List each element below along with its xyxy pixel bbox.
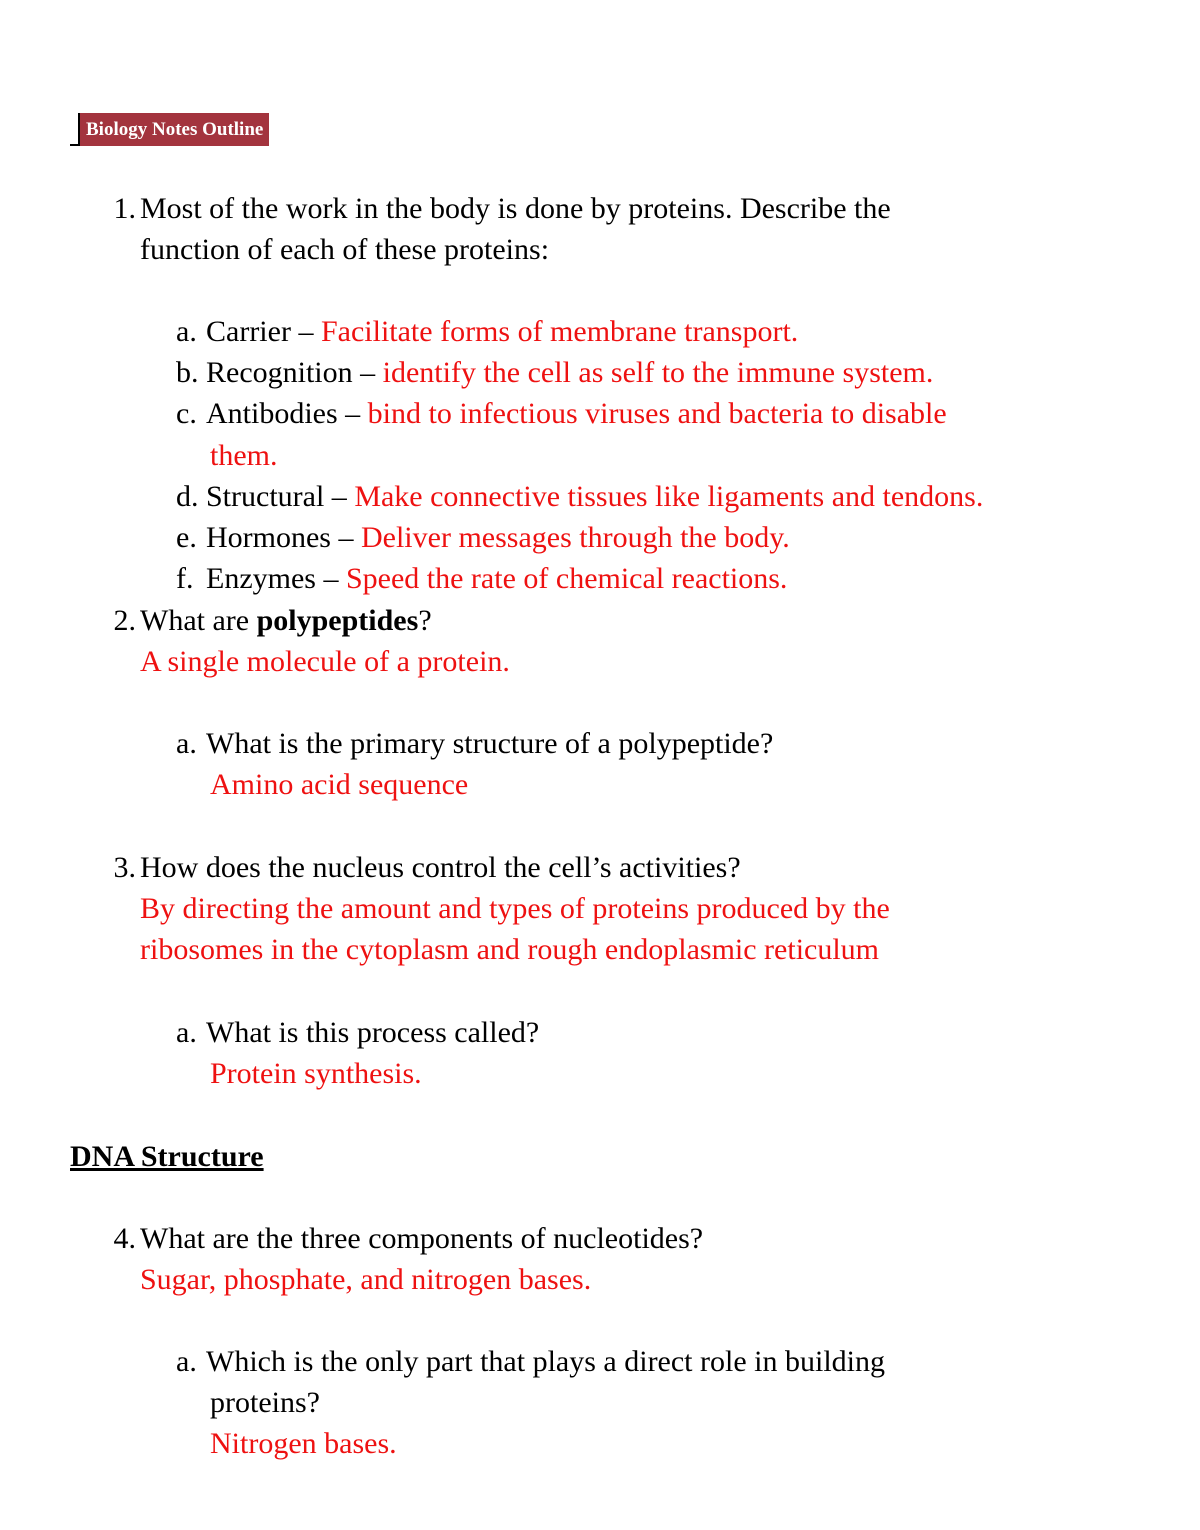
question-1 <box>100 188 891 229</box>
item-term: Carrier – <box>206 315 321 348</box>
q1-item-e <box>176 517 790 558</box>
item-term: Hormones – <box>206 521 361 554</box>
question-3 <box>100 847 741 888</box>
question-number: 1. <box>113 192 136 225</box>
q4-sub-a-answer: Nitrogen bases. <box>210 1427 397 1460</box>
item-answer: Deliver messages through the body. <box>360 521 790 554</box>
item-label: e. <box>176 521 197 554</box>
question-keyword: polypeptides <box>256 604 419 637</box>
sub-question: What is this process called? <box>206 1016 540 1049</box>
q4-sub-a-cont: proteins? <box>210 1386 320 1419</box>
question-2-answer: A single molecule of a protein. <box>140 645 510 678</box>
question-3-answer-cont: ribosomes in the cytoplasm and rough endoplasmic reticulum <box>140 933 880 966</box>
question-text: What are the three components of nucleotides? <box>140 1222 704 1255</box>
q1-item-c <box>176 393 947 434</box>
item-label: d. <box>176 480 199 513</box>
header-title: Biology Notes Outline <box>78 113 269 146</box>
item-term: Recognition – <box>206 356 383 389</box>
item-label: a. <box>176 315 197 348</box>
section-title: DNA Structure <box>70 1140 264 1173</box>
item-label: a. <box>176 1345 197 1378</box>
q3-sub-a <box>176 1012 539 1053</box>
item-answer: Speed the rate of chemical reactions. <box>345 562 788 595</box>
question-text-end: ? <box>418 604 432 637</box>
question-3-answer: By directing the amount and types of proteins produced by the <box>140 892 890 925</box>
q4-sub-a <box>176 1341 885 1382</box>
item-label: b. <box>176 356 199 389</box>
question-number: 4. <box>113 1222 136 1255</box>
question-text: Most of the work in the body is done by proteins. Describe the <box>140 192 891 225</box>
sub-question: What is the primary structure of a polypeptide? <box>206 727 774 760</box>
question-number: 2. <box>113 604 136 637</box>
item-label: a. <box>176 727 197 760</box>
question-number: 3. <box>113 851 136 884</box>
question-text: What are <box>140 604 257 637</box>
item-answer: Facilitate forms of membrane transport. <box>320 315 799 348</box>
question-4 <box>100 1218 703 1259</box>
q1-item-d <box>176 476 983 517</box>
item-answer: Make connective tissues like ligaments and tendons. <box>354 480 984 513</box>
item-label: c. <box>176 397 197 430</box>
q1-item-f <box>176 558 787 599</box>
q1-item-a <box>176 311 798 352</box>
question-4-answer: Sugar, phosphate, and nitrogen bases. <box>140 1263 592 1296</box>
item-answer: identify the cell as self to the immune system. <box>382 356 934 389</box>
item-answer: bind to infectious viruses and bacteria to disable <box>367 397 947 430</box>
question-text: How does the nucleus control the cell’s activities? <box>140 851 741 884</box>
q3-sub-a-answer: Protein synthesis. <box>210 1057 422 1090</box>
item-term: Structural – <box>206 480 355 513</box>
item-term: Antibodies – <box>206 397 368 430</box>
sub-question: Which is the only part that plays a direct role in building <box>206 1345 885 1378</box>
q1-item-c-cont: them. <box>210 439 278 472</box>
q1-item-b <box>176 352 933 393</box>
item-term: Enzymes – <box>206 562 346 595</box>
question-1-cont <box>140 229 549 270</box>
question-text: function of each of these proteins: <box>140 233 550 266</box>
item-label: f. <box>176 562 194 595</box>
item-label: a. <box>176 1016 197 1049</box>
question-2 <box>100 600 432 641</box>
q2-sub-a-answer: Amino acid sequence <box>210 768 469 801</box>
q2-sub-a <box>176 723 773 764</box>
